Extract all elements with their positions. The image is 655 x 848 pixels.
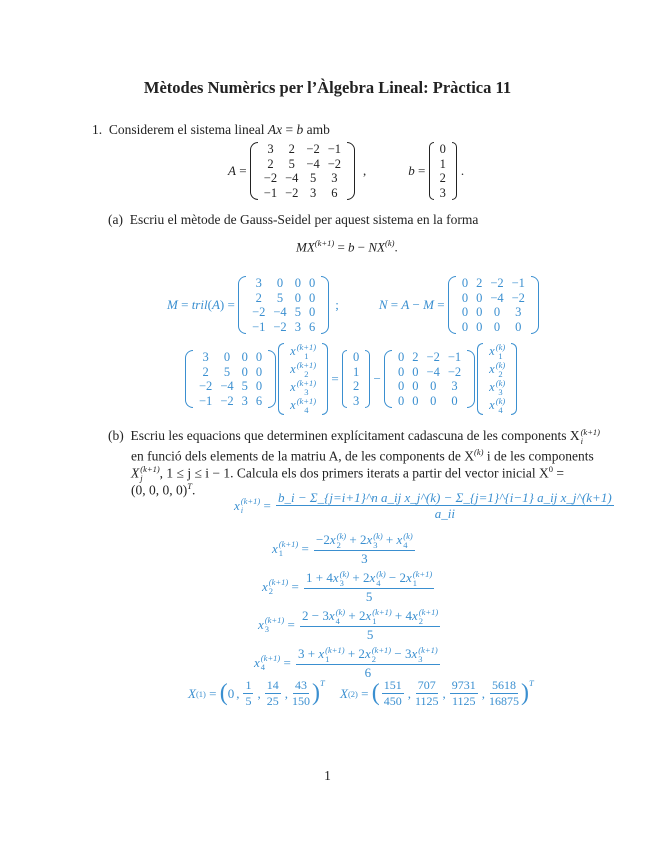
matrix-cell: 0	[493, 319, 501, 334]
problem-1-intro: 1. Considerem el sistema lineal Ax = b amb	[92, 122, 330, 137]
matrix-cell: 0	[451, 393, 458, 408]
matrix-cell: −2	[306, 142, 320, 156]
matrix-cell: −2	[252, 305, 266, 319]
matrix-cell: 0	[223, 350, 231, 364]
matrix-N	[448, 276, 539, 334]
matrix-cell: 0	[439, 142, 446, 156]
vector-b-system	[342, 350, 370, 408]
matrix-cell: x (k) 1	[489, 342, 506, 361]
page-number: 1	[324, 768, 331, 783]
matrix-cell: 0	[476, 290, 483, 305]
iterate-X1: X (1) = ( 0 , $\frac{1}{5}$ , $\frac{14}{25}$ , $\frac{43}{150}$ ) $^T$	[188, 678, 325, 708]
matrix-cell: 3	[451, 379, 458, 393]
vector-b	[429, 142, 457, 200]
matrix-cell: x (k) 3	[489, 378, 506, 397]
matrix-cell: 0	[461, 305, 469, 319]
matrix-cell: −2	[273, 319, 287, 334]
matrix-cell: 3	[241, 393, 248, 408]
matrix-cell: −4	[306, 156, 320, 171]
matrix-cell: 0	[255, 364, 263, 379]
matrix-cell: x (k) 4	[489, 396, 506, 415]
page-title: Mètodes Numèrics per l’Àlgebra Lineal: Pràctica 11	[143, 78, 512, 97]
matrix-cell: 2	[412, 350, 419, 364]
iterate-value: $\frac{14}{25}$	[266, 678, 279, 708]
gauss-seidel-form: $MX^{(k+1)} = b - NX^{(k)}$.	[296, 238, 398, 255]
matrix-A-equation: A = 3 2 −2 −1 2 5 −4 −2 −2 −4 5 3 −1 −2 3 6 , b = 0 1 2 3 .	[228, 142, 465, 200]
matrix-cell: 0	[308, 290, 316, 305]
matrix-cell: 2	[202, 364, 209, 379]
matrix-cell: 1	[439, 156, 446, 171]
matrix-cell: 3	[255, 276, 262, 290]
matrix-cell: −1	[447, 350, 462, 364]
matrix-cell: 3	[515, 305, 522, 319]
matrix-cell: −2	[426, 350, 440, 364]
matrix-cell: 0	[430, 393, 437, 408]
matrix-cell: 2	[352, 379, 360, 393]
matrix-cell: x (k) 2	[489, 360, 506, 379]
matrix-cell: 0	[398, 364, 405, 379]
matrix-cell: −4	[426, 364, 440, 379]
matrix-cell: 3	[267, 142, 274, 156]
matrix-cell: x (k+1) 2	[290, 360, 317, 379]
matrix-cell: −2	[220, 393, 234, 408]
matrix-cell: x (k+1) 4	[290, 396, 317, 415]
matrix-cell: −2	[327, 156, 342, 171]
component-equation: x (k+1) 3 = 2 − 3x (k) 4 + 2x (k+1) 1 + 4x (k+1) 2 5	[258, 607, 439, 643]
iterate-value: $\frac{151}{450}$	[383, 678, 402, 708]
matrix-cell: 0	[352, 350, 360, 364]
matrix-cell: 2	[267, 156, 274, 171]
matrix-cell: 5	[294, 305, 301, 319]
matrix-cell: 0	[461, 276, 469, 290]
matrix-cell: x (k+1) 3	[290, 378, 317, 397]
matrix-cell: 0	[476, 319, 483, 334]
matrix-cell: −2	[263, 171, 278, 185]
matrix-cell: 3	[202, 350, 209, 364]
component-equation: x (k+1) 1 = −2x (k) 2 + 2x (k) 3 + x (k) 4 3	[272, 531, 413, 567]
matrix-cell: 0	[461, 319, 469, 334]
matrix-cell: 0	[412, 364, 419, 379]
matrix-cell: −1	[252, 319, 266, 334]
matrix-cell: 3	[309, 185, 317, 200]
iterate-value: $\frac{707}{1125}$	[414, 678, 439, 708]
matrix-cell: −1	[511, 276, 525, 290]
matrix-cell: 0	[255, 379, 263, 393]
component-equation: x (k+1) 2 = 1 + 4x (k) 3 + 2x (k) 4 − 2x (k+1) 1 5	[262, 569, 433, 605]
matrix-M-system	[185, 350, 276, 408]
matrix-cell: 0	[294, 276, 301, 290]
part-b-line-2: en funció dels elements de la matriu A, de les components de $X^{(k)}$ i de les components	[131, 447, 594, 464]
matrix-cell: 0	[461, 290, 469, 305]
matrix-cell: −2	[285, 185, 299, 200]
matrix-cell: −1	[199, 393, 213, 408]
matrix-cell: −2	[511, 290, 525, 305]
matrix-cell: x (k+1) 1	[290, 342, 317, 361]
iterate-value: $\frac{5618}{16875}$	[489, 678, 520, 708]
matrix-cell: 5	[276, 290, 284, 305]
matrix-cell: 0	[241, 364, 248, 379]
matrix-cell: 0	[398, 393, 405, 408]
matrix-cell: 0	[398, 350, 405, 364]
vector-x-prev	[477, 343, 517, 415]
matrix-cell: 0	[515, 319, 522, 334]
matrix-cell: −2	[490, 276, 504, 290]
iterate-value: 0	[227, 685, 235, 701]
matrix-cell: 0	[430, 379, 437, 393]
matrix-cell: 5	[288, 156, 295, 171]
matrix-cell: −4	[285, 171, 299, 185]
matrix-cell: 3	[331, 171, 338, 185]
matrix-cell: 3	[439, 185, 446, 200]
part-b-line-1: (b) Escriu les equacions que determinen explícitament cadascuna de les components X (k+1) i	[108, 427, 601, 446]
matrix-cell: 0	[476, 305, 483, 319]
matrix-cell: 0	[294, 290, 301, 305]
matrix-cell: 2	[476, 276, 483, 290]
matrix-N-system	[384, 350, 475, 408]
matrix-cell: 5	[223, 364, 231, 379]
matrix-cell: 6	[255, 393, 263, 408]
matrix-cell: −4	[273, 305, 287, 319]
matrix-cell: −1	[263, 185, 278, 200]
matrix-cell: 1	[352, 364, 360, 379]
matrix-M	[238, 276, 329, 334]
matrix-cell: −4	[220, 379, 234, 393]
matrix-cell: −1	[327, 142, 342, 156]
matrix-cell: 5	[309, 171, 317, 185]
matrix-cell: 0	[412, 379, 419, 393]
matrix-cell: 6	[331, 185, 338, 200]
matrix-cell: 0	[493, 305, 501, 319]
part-a-text: (a) Escriu el mètode de Gauss-Seidel per aquest sistema en la forma	[108, 212, 479, 227]
matrix-cell: 3	[352, 393, 360, 408]
iterate-value: $\frac{43}{150}$	[291, 678, 310, 708]
matrix-cell: 0	[255, 350, 263, 364]
matrix-cell: 0	[276, 276, 284, 290]
general-formula: x (k+1) i = b_i − Σ_{j=i+1}^n a_ij x_j^(k) − Σ_{j=1}^{i−1} a_ij x_j^(k+1) a_ii	[234, 490, 612, 521]
matrix-A	[250, 142, 355, 200]
iterate-value: $\frac{1}{5}$	[245, 678, 252, 708]
component-equation: x (k+1) 4 = 3 + x (k+1) 1 + 2x (k+1) 2 − 3x (k+1) 3 6	[254, 645, 438, 681]
matrix-cell: 0	[412, 393, 419, 408]
matrix-cell: −4	[490, 290, 504, 305]
matrix-cell: 0	[398, 379, 405, 393]
matrix-cell: 0	[308, 305, 316, 319]
matrix-cell: 3	[294, 319, 301, 334]
part-b-line-4: (0, 0, 0, 0)$^T$.	[131, 481, 196, 498]
part-b-line-3: X (k+1) j , 1 ≤ j ≤ i − 1. Calcula els dos primers iterats a partir del vector inicial $X^0$ =	[131, 464, 564, 484]
gauss-seidel-system: 3 0 0 0 2 5 0 0 −2 −4 5 0 −1 −2 3 6 x (k+1) 1 x (k+1) 2 x (k+1) 3 x (k+1) 4 = 0 1 2 3 − 0 2 −2 −1 0 0 −4 −2 0 0 0 3 0 0 0 0 x (k) 1 x (k) 2 x (k) 3 x (k) 4	[185, 343, 517, 415]
matrix-cell: 0	[308, 276, 316, 290]
matrix-cell: 2	[255, 290, 262, 305]
matrix-cell: −2	[199, 379, 213, 393]
matrix-cell: 6	[308, 319, 316, 334]
vector-x-next	[278, 343, 328, 415]
matrix-cell: 2	[288, 142, 295, 156]
iterate-X2: X (2) = ( $\frac{151}{450}$ , $\frac{707}{1125}$ , $\frac{9731}{1125}$ , $\frac{5618}{16875}$ ) $^T$	[340, 678, 534, 708]
matrix-cell: 5	[241, 379, 248, 393]
M-N-matrices: M = tril ( A ) = 3 0 0 0 2 5 0 0 −2 −4 5 0 −1 −2 3 6 ; N = A − M = 0 2 −2 −1 0 0 −4 −2 0 0 0 3 0 0 0 0	[167, 276, 539, 334]
iterate-value: $\frac{9731}{1125}$	[451, 678, 476, 708]
matrix-cell: 2	[439, 171, 446, 185]
matrix-cell: −2	[447, 364, 462, 379]
matrix-cell: 0	[241, 350, 248, 364]
